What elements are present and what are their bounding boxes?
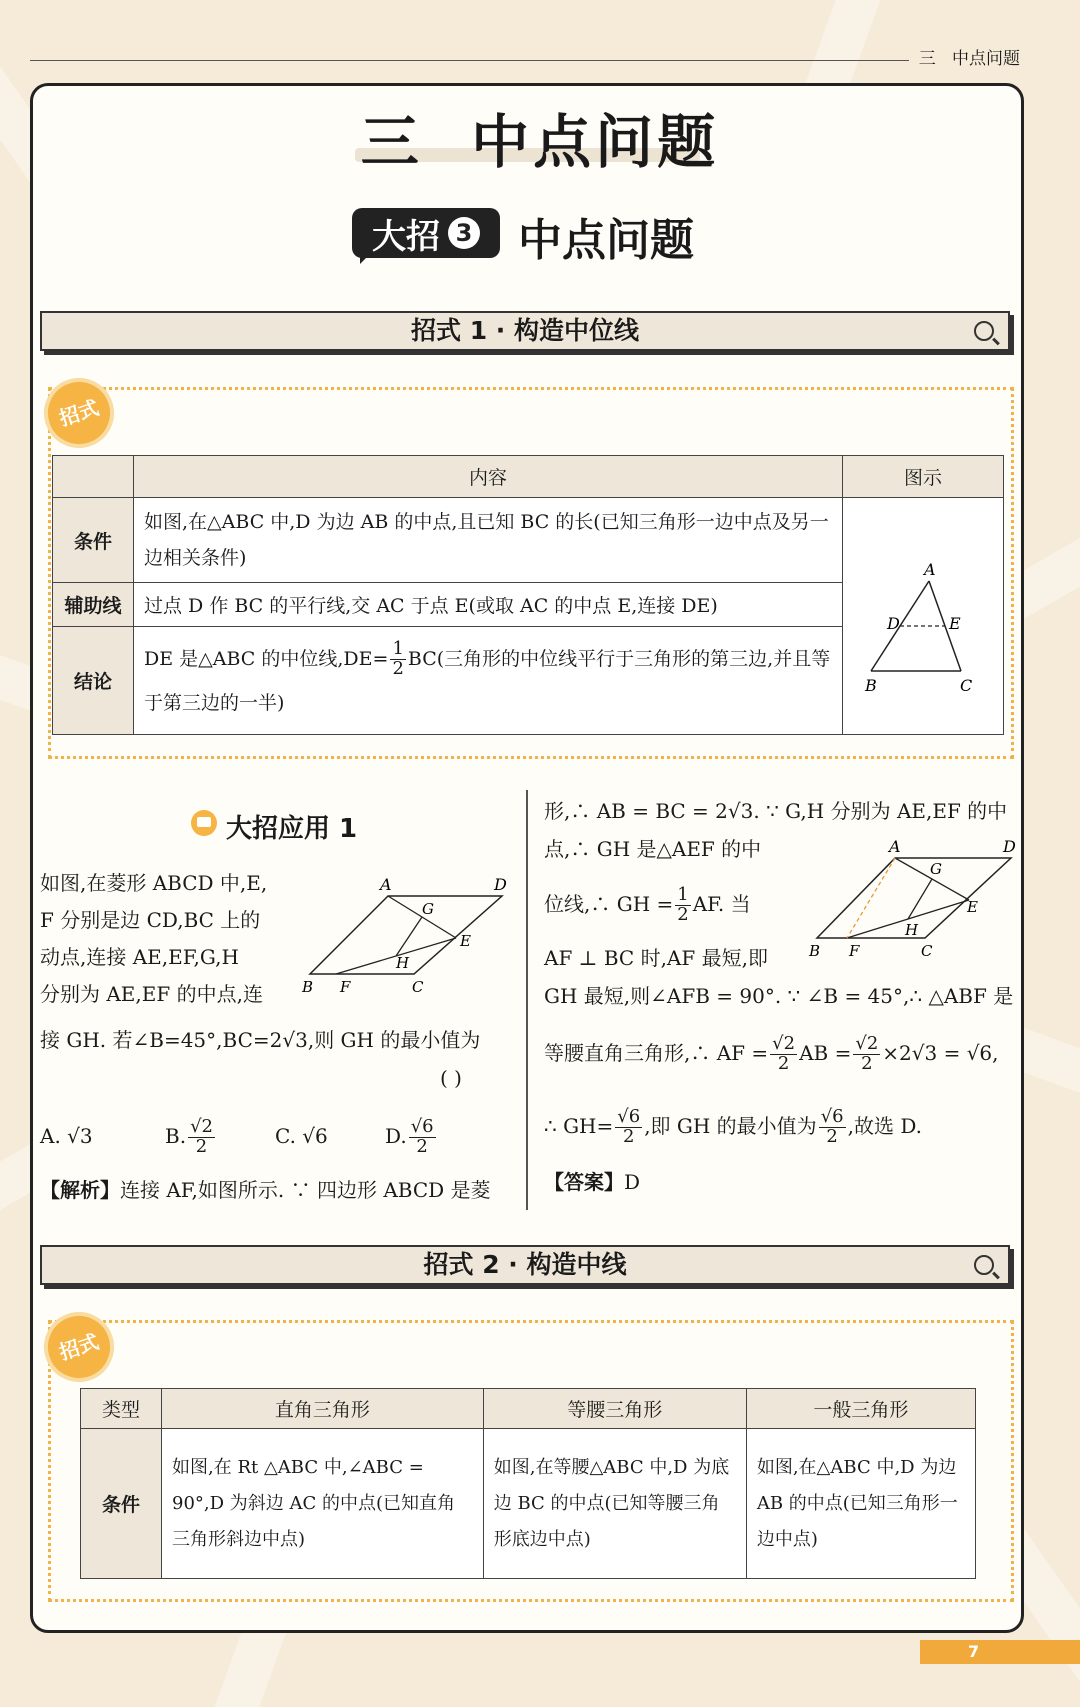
column-divider — [526, 790, 528, 1210]
t2-header-general: 一般三角形 — [746, 1389, 975, 1429]
technique-badge: 大招 3 — [352, 208, 500, 258]
fig2-label-E: E — [967, 898, 978, 916]
t2-row-label: 条件 — [81, 1429, 162, 1579]
search-icon[interactable] — [974, 1255, 994, 1275]
t2-header-right: 直角三角形 — [162, 1389, 484, 1429]
rhombus-figure-right — [805, 838, 1025, 968]
option-b: B. $\frac{√2}{2}$ — [165, 1116, 213, 1157]
question-line5: 接 GH. 若∠B=45°,BC=2√3,则 GH 的最小值为 — [40, 1028, 481, 1052]
analysis-right-6: 等腰直角三角形,∴ AF = $\frac{√2}{2}$ AB = $\frac{√2}{2}$ ×2√3 = √6, — [544, 1033, 999, 1074]
label-D: D — [887, 613, 900, 633]
section-bar-1: 招式 1 · 构造中位线 — [40, 311, 1010, 351]
analysis-right-2: 点,∴ GH 是△AEF 的中 — [544, 837, 762, 861]
technique-table-1 — [52, 455, 1004, 735]
fig1-label-G: G — [422, 900, 434, 918]
rhombus-figure-left — [296, 868, 516, 998]
col-header-content: 内容 — [134, 456, 843, 498]
row-text-condition: 如图,在△ABC 中,D 为边 AB 的中点,且已知 BC 的长(已知三角形一边中点及另一边相关条件) — [134, 498, 843, 583]
row-text-auxline: 过点 D 作 BC 的平行线,交 AC 于点 E(或取 AC 的中点 E,连接 DE) — [134, 583, 843, 627]
fig1-label-A: A — [380, 875, 392, 894]
option-list — [40, 1118, 500, 1157]
badge-tail — [360, 254, 380, 264]
technique-table-2 — [80, 1388, 976, 1579]
fig2-label-C: C — [921, 942, 933, 960]
header-rule — [30, 60, 1020, 61]
option-a: A. √3 — [40, 1124, 93, 1148]
label-B: B — [865, 675, 877, 695]
fig2-label-H: H — [905, 921, 919, 939]
question-text: 如图,在菱形 ABCD 中,E, F 分别是边 CD,BC 上的 动点,连接 AE,EF,G,H 分别为 AE,EF 的中点,连 — [40, 871, 268, 1006]
col-header-figure: 图示 — [843, 456, 1004, 498]
application-title: 大招应用 1 — [226, 814, 358, 844]
analysis-right-5: GH 最短,则∠AFB = 90°. ∵ ∠B = 45°,∴ △ABF 是 — [544, 984, 1014, 1008]
search-icon[interactable] — [974, 321, 994, 341]
row-label-auxline: 辅助线 — [53, 583, 134, 627]
analysis-right-3: 位线,∴ GH = $\frac{1}{2}$ AF. 当 — [544, 884, 751, 925]
fig1-label-H: H — [396, 954, 410, 972]
fig1-label-E: E — [460, 932, 471, 950]
analysis-right-7: ∴ GH= $\frac{√6}{2}$ ,即 GH 的最小值为 $\frac{√6}{2}$ ,故选 D. — [544, 1106, 923, 1147]
answer-paren: ( ) — [440, 1066, 462, 1090]
analysis-right-1: 形,∴ AB = BC = 2√3. ∵ G,H 分别为 AE,EF 的中 — [544, 799, 1008, 823]
row-label-conclusion: 结论 — [53, 627, 134, 735]
fig2-label-B: B — [809, 942, 821, 960]
triangle-figure — [843, 509, 993, 719]
page-title: 三 中点问题 — [360, 108, 720, 176]
fig2-label-A: A — [889, 838, 901, 856]
app-icon — [191, 810, 217, 836]
fig2-label-F: F — [849, 942, 860, 960]
subtitle: 中点问题 — [518, 215, 694, 266]
answer-line: 【答案】D — [544, 1170, 641, 1194]
t2-header-isosceles: 等腰三角形 — [483, 1389, 746, 1429]
row-text-conclusion: DE 是△ABC 的中位线,DE= $\frac{1}{2}$ BC(三角形的中位线平行于三角形的第三边,并且等于第三边的一半) — [134, 627, 843, 735]
label-C: C — [960, 675, 973, 695]
fig1-label-D: D — [494, 875, 507, 894]
running-header: 三 中点问题 — [909, 44, 1020, 69]
section-bar-2: 招式 2 · 构造中线 — [40, 1245, 1010, 1285]
analysis-start: 【解析】连接 AF,如图所示. ∵ 四边形 ABCD 是菱 — [40, 1178, 491, 1202]
fig1-label-C: C — [412, 978, 424, 996]
fig1-label-B: B — [302, 978, 314, 996]
table-corner — [53, 456, 134, 498]
fig2-label-D: D — [1003, 838, 1016, 856]
page-number: 7 — [920, 1640, 1080, 1664]
t2-cell-general: 如图,在△ABC 中,D 为边 AB 的中点(已知三角形一边中点) — [746, 1429, 975, 1579]
fig2-label-G: G — [930, 860, 942, 878]
zhao-icon-2: 招式 — [35, 1303, 123, 1391]
t2-cell-isosceles: 如图,在等腰△ABC 中,D 为底边 BC 的中点(已知等腰三角形底边中点) — [483, 1429, 746, 1579]
label-E: E — [949, 613, 961, 633]
figure-cell — [843, 498, 1004, 735]
fig1-label-F: F — [340, 978, 351, 996]
row-label-condition: 条件 — [53, 498, 134, 583]
option-d: D. $\frac{√6}{2}$ — [385, 1116, 434, 1157]
t2-cell-right: 如图,在 Rt △ABC 中,∠ABC = 90°,D 为斜边 AC 的中点(已知直角三角形斜边中点) — [162, 1429, 484, 1579]
label-A: A — [924, 559, 936, 579]
analysis-right-4: AF ⊥ BC 时,AF 最短,即 — [544, 946, 768, 970]
t2-header-type: 类型 — [81, 1389, 162, 1429]
option-c: C. √6 — [275, 1124, 328, 1148]
zhao-icon: 招式 — [35, 369, 123, 457]
